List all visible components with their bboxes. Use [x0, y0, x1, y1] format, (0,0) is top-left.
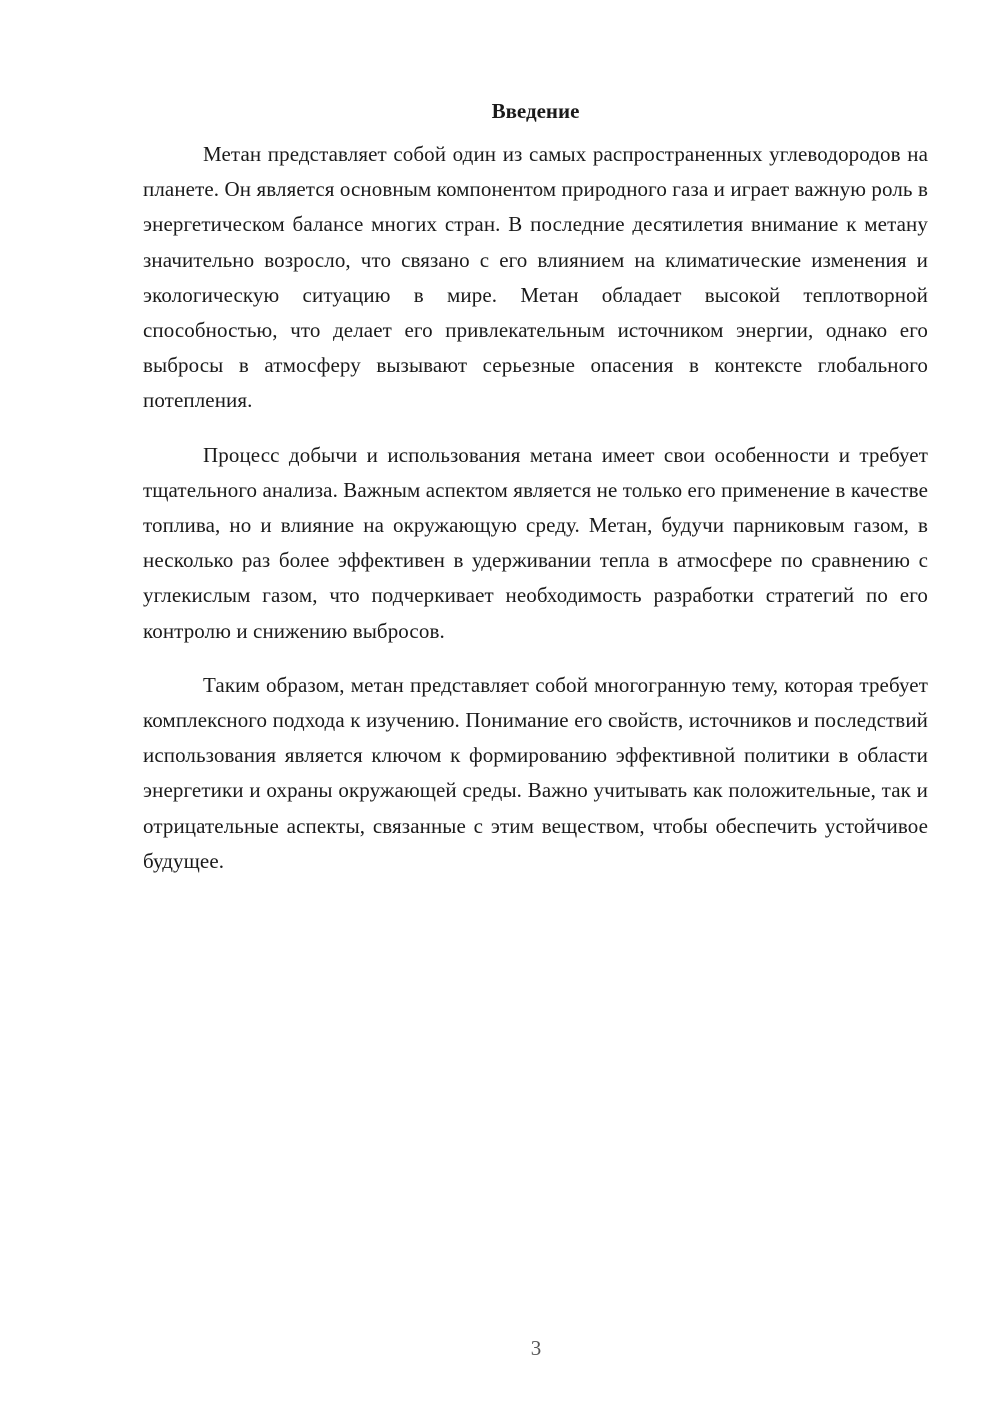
section-heading: Введение	[491, 99, 580, 123]
page-number: 3	[530, 1336, 542, 1360]
paragraph-1: Метан представляет собой один из самых распространенных углеводородов на планете. Он является основным компонентом природного газа и играет важную роль в энергетическом балансе многих стран. В последние десятилетия внимание к метану значительно возросло, что связано с его влиянием на климатические изменения и экологическую ситуацию в мире. Метан обладает высокой теплотворной способностью, что делает его привлекательным источником энергии, однако его выбросы в атмосферу вызывают серьезные опасения в контексте глобального потепления.	[143, 142, 928, 413]
page-content	[143, 97, 928, 898]
paragraph-3: Таким образом, метан представляет собой многогранную тему, которая требует комплексного подхода к изучению. Понимание его свойств, источников и последствий использования является ключом к формированию эффективной политики в области энергетики и охраны окружающей среды. Важно учитывать как положительные, так и отрицательные аспекты, связанные с этим веществом, чтобы обеспечить устойчивое будущее.	[143, 672, 928, 873]
paragraph-2: Процесс добычи и использования метана имеет свои особенности и требует тщательного анализа. Важным аспектом является не только его применение в качестве топлива, но и влияние на окружающую среду. Метан, будучи парниковым газом, в несколько раз более эффективен в удерживании тепла в атмосфере по сравнению с углекислым газом, что подчеркивает необходимость разработки стратегий по его контролю и снижению выбросов.	[143, 442, 928, 643]
